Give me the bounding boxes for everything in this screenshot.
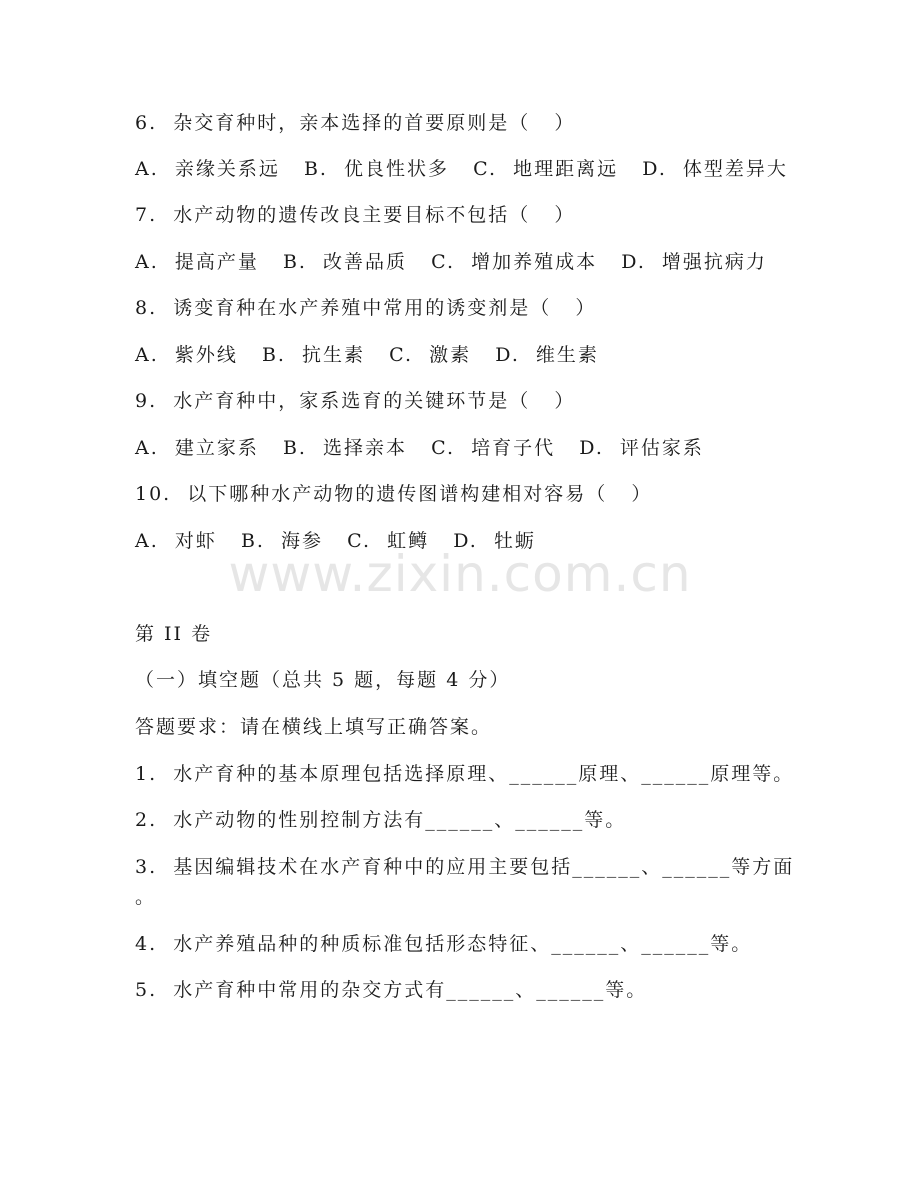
- question-7: 7. 水产动物的遗传改良主要目标不包括（ ）: [135, 204, 576, 226]
- part-title: 第 II 卷: [135, 623, 213, 645]
- question-10: 10. 以下哪种水产动物的遗传图谱构建相对容易（ ）: [135, 483, 653, 505]
- watermark: www.zixin.com.cn: [228, 545, 692, 603]
- question-8: 8. 诱变育种在水产养殖中常用的诱变剂是（ ）: [135, 297, 597, 319]
- fill-in-question-1: 1. 水产育种的基本原理包括选择原理、______原理、______原理等。: [135, 763, 795, 785]
- fill-in-question-5: 5. 水产育种中常用的杂交方式有______、______等。: [135, 979, 648, 1001]
- question-6-options: A. 亲缘关系远 B. 优良性状多 C. 地理距离远 D. 体型差异大: [135, 158, 788, 180]
- question-6: 6. 杂交育种时，亲本选择的首要原则是（ ）: [135, 112, 576, 134]
- question-7-options: A. 提高产量 B. 改善品质 C. 增加养殖成本 D. 增强抗病力: [135, 251, 767, 273]
- question-8-options: A. 紫外线 B. 抗生素 C. 激素 D. 维生素: [135, 344, 599, 366]
- question-9: 9. 水产育种中，家系选育的关键环节是（ ）: [135, 390, 576, 412]
- question-9-options: A. 建立家系 B. 选择亲本 C. 培育子代 D. 评估家系: [135, 437, 704, 459]
- section-heading: （一）填空题（总共 5 题，每题 4 分）: [135, 669, 511, 691]
- fill-in-question-3: 3. 基因编辑技术在水产育种中的应用主要包括______、______等方面: [135, 856, 795, 878]
- question-10-options: A. 对虾 B. 海参 C. 虹鳟 D. 牡蛎: [135, 530, 536, 552]
- answer-instructions: 答题要求：请在横线上填写正确答案。: [135, 716, 493, 738]
- fill-in-question-3-continued: 。: [135, 886, 157, 908]
- fill-in-question-2: 2. 水产动物的性别控制方法有______、______等。: [135, 809, 627, 831]
- fill-in-question-4: 4. 水产养殖品种的种质标准包括形态特征、______、______等。: [135, 933, 753, 955]
